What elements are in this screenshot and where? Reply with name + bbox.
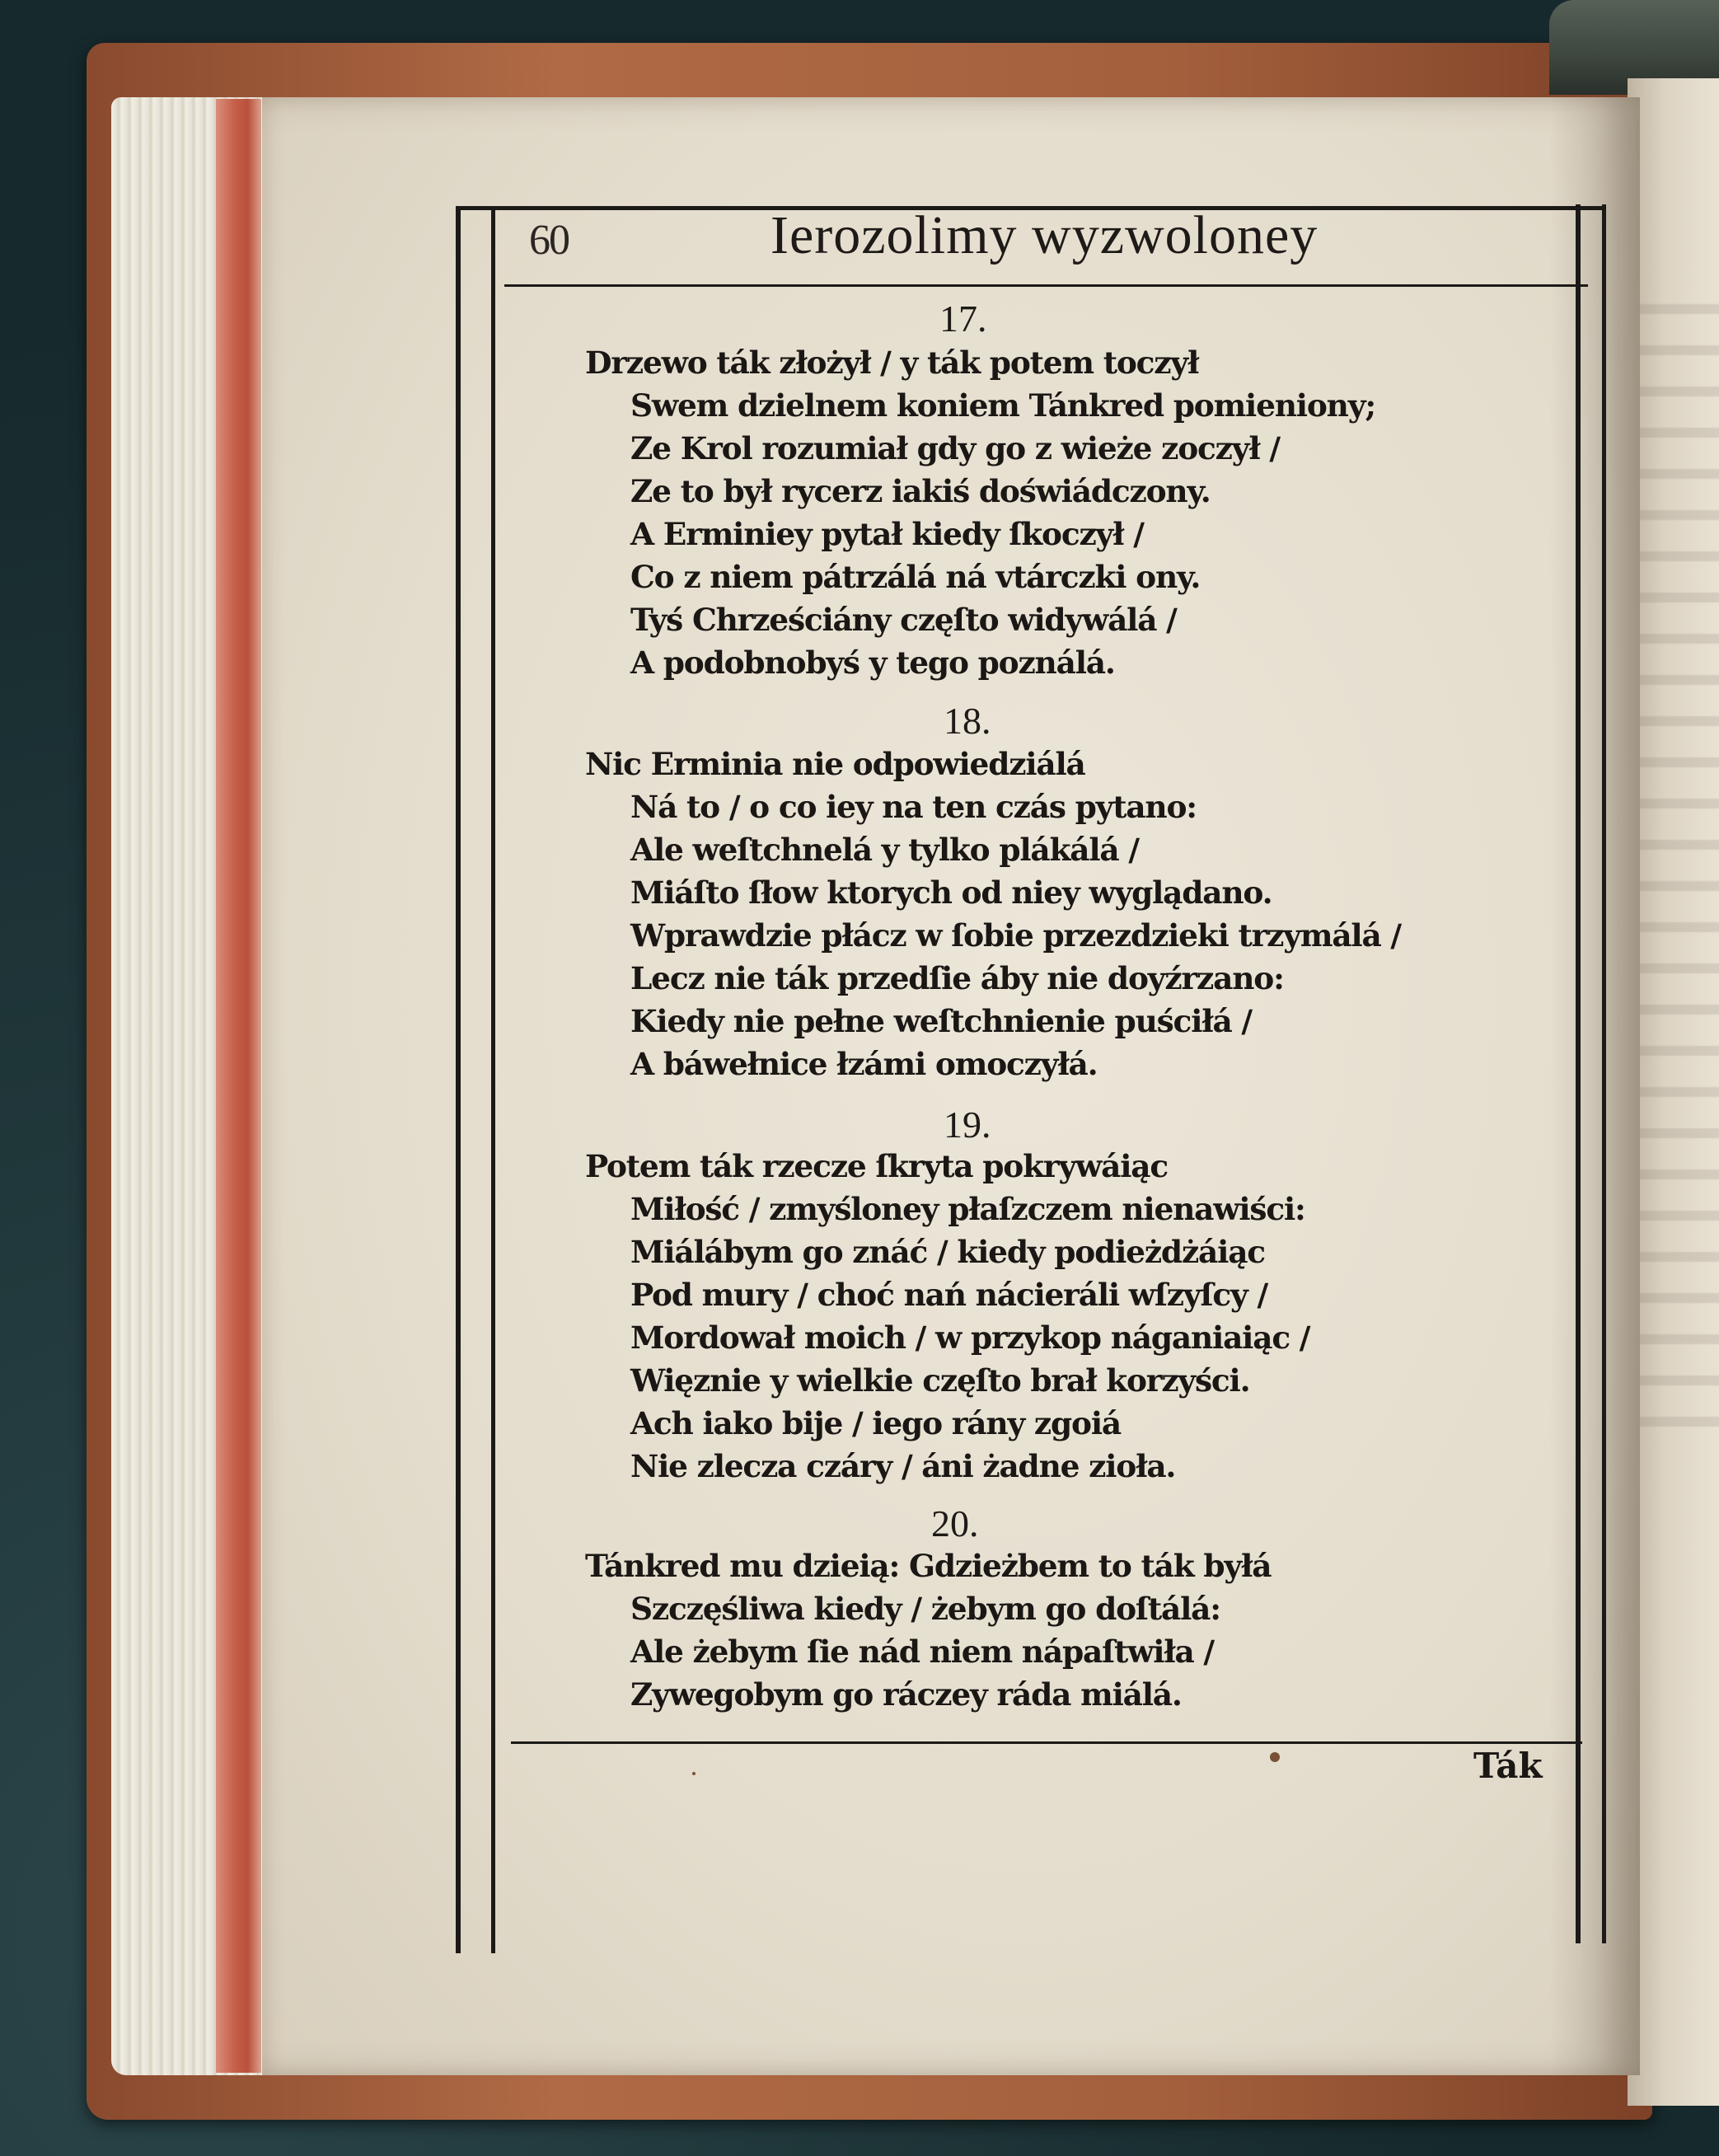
verse-line: A báwełnice łzámi omoczyłá.	[630, 1046, 1098, 1082]
footer-rule	[511, 1741, 1582, 1744]
verse-line: Ach iako bije / iego rány zgoiá	[630, 1405, 1121, 1441]
frame-rule-left-outer	[456, 206, 461, 1953]
header-rule	[504, 284, 1588, 287]
verse-line: Ze Krol rozumiał gdy go z wieże zoczył /	[630, 430, 1280, 466]
verse-line: Nic Erminia nie odpowiedziálá	[585, 746, 1085, 782]
stanza-number: 18.	[944, 700, 991, 742]
verse-line: Tyś Chrześciány częſto widywálá /	[630, 602, 1177, 638]
verse-line: Zywegobym go ráczey ráda miálá.	[630, 1676, 1182, 1713]
paper-speck	[1270, 1752, 1280, 1762]
verse-line: Wprawdzie płácz w ſobie przezdzieki trzymálá /	[630, 917, 1401, 954]
verse-line: Ze to był rycerz iakiś doświádczony.	[630, 473, 1211, 509]
verse-line: Ná to / o co iey na ten czás pytano:	[630, 789, 1197, 825]
verse-line: Drzewo ták złożył / y ták potem toczył	[585, 344, 1199, 381]
verse-line: Co z niem pátrzálá ná vtárczki ony.	[630, 559, 1201, 595]
verse-line: Kiedy nie pełne weſtchnienie puściłá /	[630, 1003, 1252, 1039]
verse-line: A Erminiey pytał kiedy ſkoczył /	[630, 516, 1144, 552]
verse-line: Ale żebym ſie nád niem nápaſtwiła /	[630, 1633, 1214, 1670]
page-number: 60	[529, 217, 569, 264]
verse-line: Miłość / zmyśloney płaſzczem nienawiści:	[630, 1191, 1305, 1227]
stanza-number: 20.	[931, 1502, 979, 1544]
gutter-shadow	[1549, 97, 1640, 2075]
catchword: Ták	[1473, 1746, 1543, 1786]
verse-line: Szczęśliwa kiedy / żebym go doſtálá:	[630, 1591, 1220, 1627]
stanza-number: 17.	[939, 298, 987, 340]
verse-line: Potem ták rzecze ſkryta pokrywáiąc	[585, 1148, 1168, 1184]
verse-line: Miálábym go znáć / kiedy podieżdżáiąc	[630, 1234, 1265, 1270]
frame-rule-left-inner	[491, 206, 495, 1953]
verse-line: Miáſto ſłow ktorych od niey wyglądano.	[630, 874, 1272, 911]
verse-line: Lecz nie ták przedſie áby nie doyźrzano:	[630, 960, 1284, 996]
verse-line: Swem dzielnem koniem Tánkred pomieniony;	[630, 387, 1375, 424]
running-title: Ierozolimy wyzwoloney	[771, 205, 1319, 265]
verse-line: Więznie y wielkie częſto brał korzyści.	[630, 1362, 1250, 1399]
frame-rule-right-inner	[1576, 204, 1581, 1943]
frame-rule-right-outer	[1602, 204, 1606, 1943]
verse-line: A podobnobyś y tego poználá.	[630, 644, 1115, 681]
verse-line: Nie zlecza czáry / áni żadne zioła.	[630, 1448, 1176, 1484]
paper-speck	[692, 1772, 696, 1775]
verse-line: Pod mury / choć nań nácieráli wſzyſcy /	[630, 1277, 1267, 1313]
facing-page-show-through	[1640, 280, 1719, 1434]
verse-line: Tánkred mu dzieią: Gdzieżbem to ták byłá	[585, 1548, 1272, 1584]
red-page-edge	[216, 99, 261, 2073]
verse-line: Ale weſtchnelá y tylko plákálá /	[630, 832, 1139, 868]
verse-line: Mordował moich / w przykop náganiaiąc /	[630, 1319, 1310, 1356]
stanza-number: 19.	[944, 1104, 991, 1146]
